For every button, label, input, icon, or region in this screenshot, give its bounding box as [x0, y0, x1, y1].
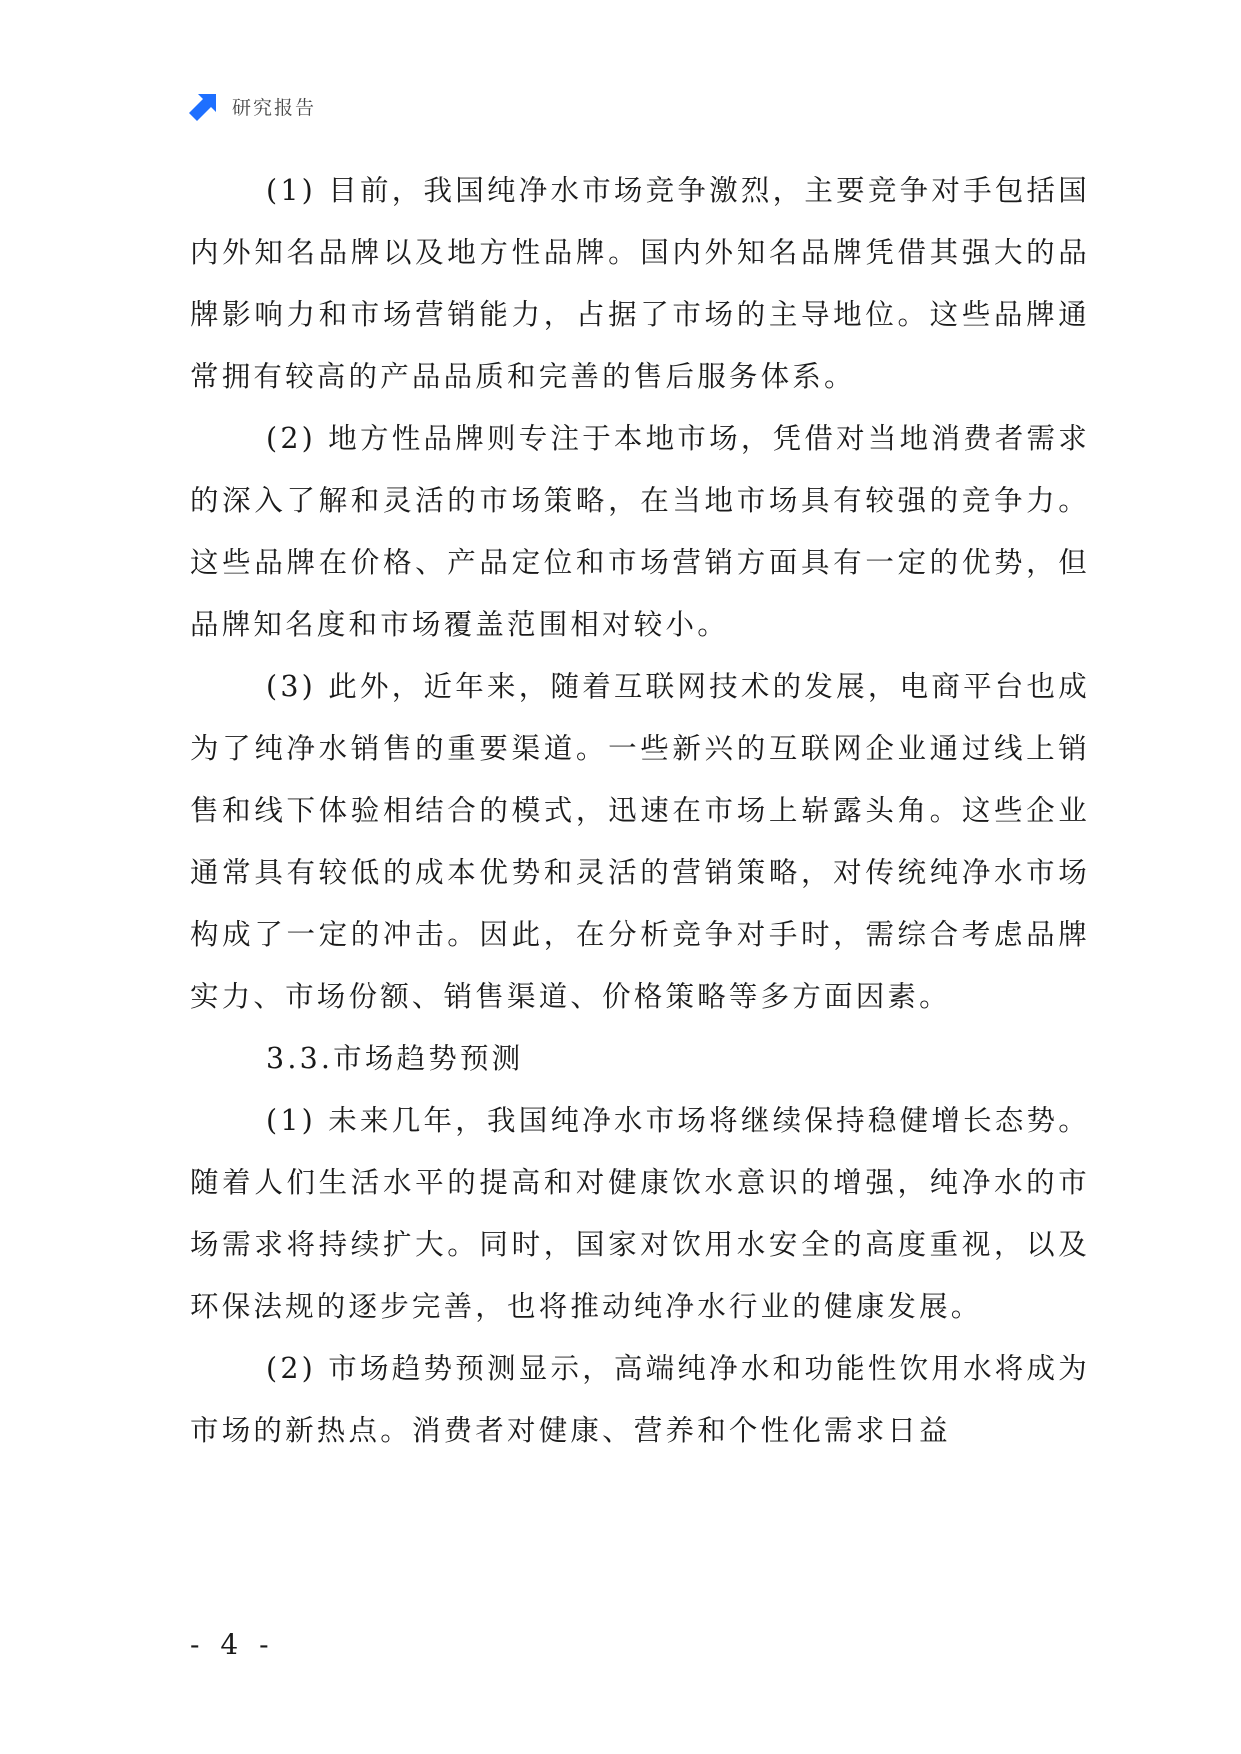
document-body: [190, 160, 1090, 1462]
arrow-up-right-logo-icon: [188, 90, 220, 122]
paragraph-competition-2: (2) 地方性品牌则专注于本地市场，凭借对当地消费者需求的深入了解和灵活的市场策略，在当地市场具有较强的竞争力。这些品牌在价格、产品定位和市场营销方面具有一定的优势，但品牌知名度和市场覆盖范围相对较小。: [190, 422, 1090, 641]
page-header: [188, 88, 316, 124]
header-title: 研究报告: [232, 96, 317, 119]
paragraph-competition-3: (3) 此外，近年来，随着互联网技术的发展，电商平台也成为了纯净水销售的重要渠道。一些新兴的互联网企业通过线上销售和线下体验相结合的模式，迅速在市场上崭露头角。这些企业通常具有较低的成本优势和灵活的营销策略，对传统纯净水市场构成了一定的冲击。因此，在分析竞争对手时，需综合考虑品牌实力、市场份额、销售渠道、价格策略等多方面因素。: [190, 670, 1090, 1013]
paragraph-trend-2: (2) 市场趋势预测显示，高端纯净水和功能性饮用水将成为市场的新热点。消费者对健康、营养和个性化需求日益: [190, 1352, 1090, 1447]
page-number: - 4 -: [190, 1628, 275, 1661]
paragraph-trend-1: (1) 未来几年，我国纯净水市场将继续保持稳健增长态势。随着人们生活水平的提高和对健康饮水意识的增强，纯净水的市场需求将持续扩大。同时，国家对饮用水安全的高度重视，以及环保法规的逐步完善，也将推动纯净水行业的健康发展。: [190, 1104, 1090, 1323]
section-heading: 3.3.市场趋势预测: [266, 1042, 524, 1075]
paragraph-competition-1: (1) 目前，我国纯净水市场竞争激烈，主要竞争对手包括国内外知名品牌以及地方性品牌。国内外知名品牌凭借其强大的品牌影响力和市场营销能力，占据了市场的主导地位。这些品牌通常拥有较高的产品品质和完善的售后服务体系。: [190, 174, 1090, 393]
